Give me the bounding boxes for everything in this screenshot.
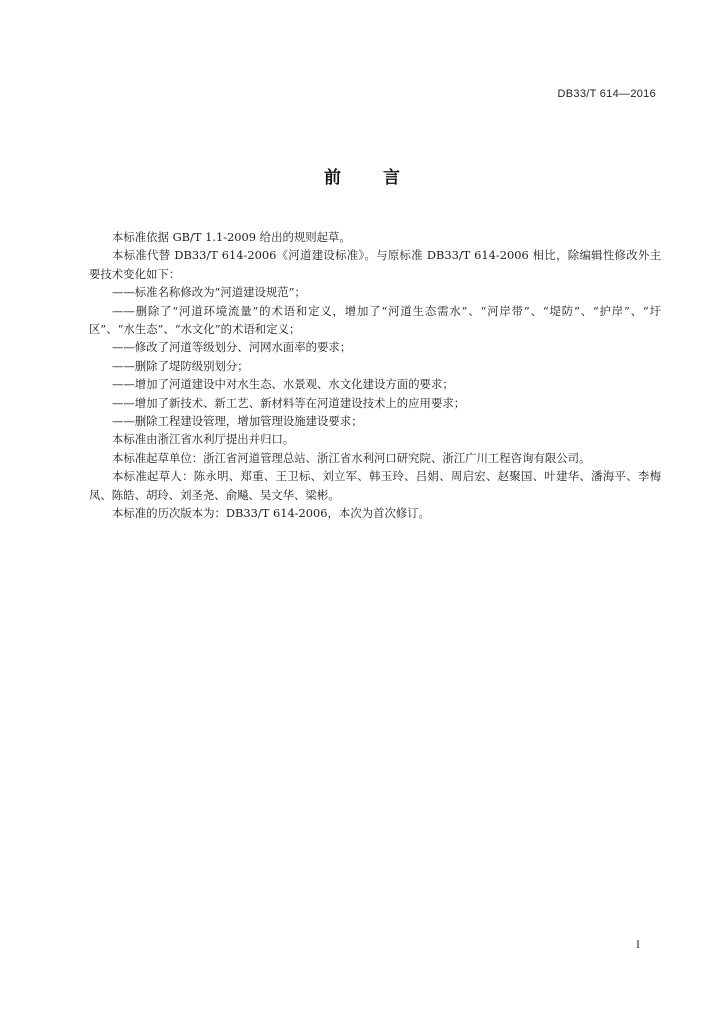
change-item: ——增加了新技术、新工艺、新材料等在河道建设技术上的应用要求；	[112, 395, 466, 410]
document-code: DB33/T 614—2016	[557, 88, 656, 100]
change-item: ——修改了河道等级划分、河网水面率的要求；	[112, 340, 352, 355]
paragraph-drafting-units: 本标准起草单位：浙江省河道管理总站、浙江省水利河口研究院、浙江广川工程咨询有限公司。	[112, 450, 591, 465]
change-item: ——删除了“河道环境流量”的术语和定义，增加了“河道生态需水”、“河岸带”、“堤防”、“护岸”、“圩区”、“水生态”、“水文化”的术语和定义；	[89, 303, 661, 337]
foreword-body	[89, 228, 661, 523]
title-char-2: 言	[383, 168, 400, 188]
change-item: ——删除工程建设管理，增加管理设施建设要求；	[112, 414, 363, 429]
change-item: ——标准名称修改为“河道建设规范”；	[112, 285, 306, 300]
change-item: ——删除了堤防级别划分；	[112, 358, 249, 373]
title-char-1: 前	[324, 168, 341, 188]
change-item: ——增加了河道建设中对水生态、水景观、水文化建设方面的要求；	[112, 377, 454, 392]
paragraph-drafting-basis: 本标准依据 GB/T 1.1-2009 给出的规则起草。	[112, 230, 351, 244]
paragraph-proposer: 本标准由浙江省水利厅提出并归口。	[112, 432, 295, 447]
paragraph-version-history: 本标准的历次版本为：DB33/T 614-2006，本次为首次修订。	[112, 506, 431, 521]
paragraph-replacement: 本标准代替 DB33/T 614-2006《河道建设标准》。与原标准 DB33/T 614-2006 相比，除编辑性修改外主要技术变化如下：	[89, 248, 661, 281]
page-number: I	[636, 937, 640, 951]
paragraph-drafters: 本标准起草人：陈永明、郑重、王卫标、刘立军、韩玉玲、吕娟、周启宏、赵聚国、叶建华、潘海平、李梅凤、陈皓、胡玲、刘圣尧、俞飚、吴文华、梁彬。	[89, 469, 661, 502]
page-title	[0, 163, 724, 188]
